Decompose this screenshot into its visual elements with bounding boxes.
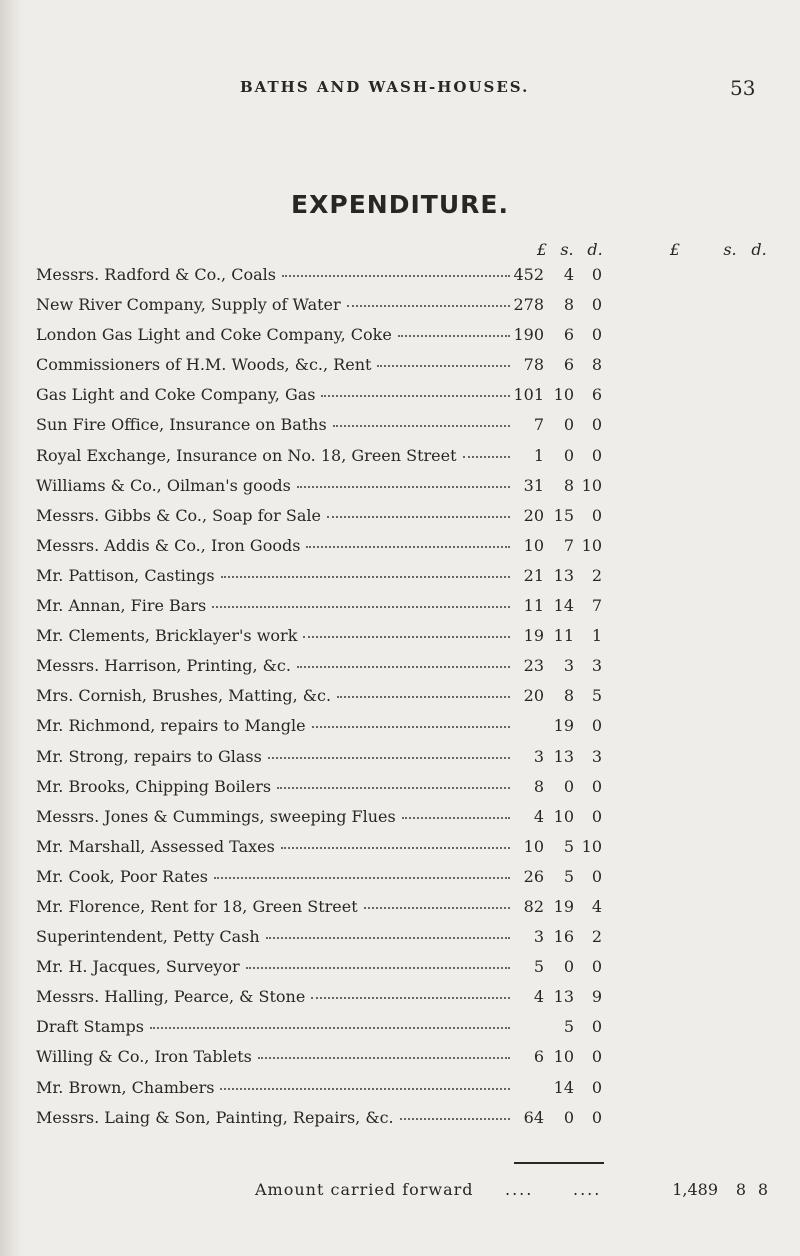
row-label bbox=[36, 1017, 514, 1036]
amount-shillings: 11 bbox=[553, 626, 574, 646]
row-description: Mr. Richmond, repairs to Mangle bbox=[36, 716, 306, 736]
amount-pence: 3 bbox=[591, 746, 602, 766]
row-label bbox=[36, 747, 514, 766]
amount-shillings: 13 bbox=[553, 565, 574, 585]
row-label bbox=[36, 596, 514, 615]
running-title: BATHS AND WASH-HOUSES. bbox=[240, 78, 530, 96]
amount-shillings: 14 bbox=[553, 1077, 574, 1097]
row-description: Superintendent, Petty Cash bbox=[36, 927, 260, 947]
row-label bbox=[36, 1047, 514, 1066]
row-label bbox=[36, 536, 514, 555]
row-description: Messrs. Radford & Co., Coals bbox=[36, 265, 276, 284]
amount-shillings: 7 bbox=[563, 535, 574, 555]
row-label bbox=[36, 476, 514, 495]
amount-pounds: 10 bbox=[523, 836, 544, 856]
row-description: Messrs. Halling, Pearce, & Stone bbox=[36, 987, 306, 1007]
amount-pence: 0 bbox=[591, 1107, 602, 1127]
amount-pence: 0 bbox=[591, 415, 602, 435]
table-row bbox=[0, 559, 800, 589]
row-label bbox=[36, 897, 514, 916]
row-label bbox=[36, 837, 514, 856]
table-row bbox=[0, 920, 800, 950]
leader-dots bbox=[297, 485, 510, 488]
amount-pounds: 3 bbox=[533, 927, 544, 947]
amount-pence: 9 bbox=[591, 987, 602, 1007]
amount-pence: 0 bbox=[591, 1017, 602, 1037]
row-description: Mr. Brown, Chambers bbox=[36, 1077, 215, 1097]
row-label bbox=[36, 415, 514, 434]
row-label bbox=[36, 807, 514, 826]
leader-dots bbox=[281, 846, 510, 849]
leader-dots bbox=[212, 605, 510, 608]
table-row bbox=[0, 649, 800, 679]
row-label bbox=[36, 626, 514, 645]
amount-pence: 10 bbox=[581, 836, 602, 856]
amount-pence: 0 bbox=[591, 325, 602, 345]
amount-pence: 0 bbox=[591, 776, 602, 796]
amount-pounds: 1 bbox=[533, 445, 544, 465]
leader-dots bbox=[258, 1056, 510, 1059]
amount-pence: 1 bbox=[591, 626, 602, 646]
leader-dots bbox=[400, 1117, 510, 1120]
row-description: Commissioners of H.M. Woods, &c., Rent bbox=[36, 355, 372, 375]
leader-dots bbox=[277, 786, 510, 789]
amount-pence: 0 bbox=[591, 1077, 602, 1097]
row-description: Willing & Co., Iron Tablets bbox=[36, 1047, 252, 1067]
leader-dots bbox=[337, 695, 510, 698]
table-row bbox=[0, 800, 800, 830]
total-pounds: 1,489 bbox=[672, 1180, 718, 1199]
total-shillings: 8 bbox=[735, 1180, 746, 1199]
table-row bbox=[0, 860, 800, 890]
row-description: Mr. Marshall, Assessed Taxes bbox=[36, 836, 275, 856]
amount-shillings: 5 bbox=[563, 836, 574, 856]
amount-pounds: 8 bbox=[533, 776, 544, 796]
leader-dots bbox=[297, 665, 510, 668]
column-header-total-pounds: £ bbox=[669, 240, 681, 259]
leader-dots bbox=[312, 725, 510, 728]
leader-dots bbox=[306, 545, 510, 548]
table-row bbox=[0, 950, 800, 980]
column-header-pence: d. bbox=[587, 240, 603, 259]
amount-pounds: 78 bbox=[523, 355, 544, 375]
amount-pence: 4 bbox=[591, 896, 602, 916]
amount-pounds: 10 bbox=[523, 535, 544, 555]
amount-pence: 0 bbox=[591, 295, 602, 315]
amount-pounds: 21 bbox=[523, 565, 544, 585]
row-description: Gas Light and Coke Company, Gas bbox=[36, 385, 316, 405]
row-description: Mr. Pattison, Castings bbox=[36, 565, 215, 585]
amount-shillings: 5 bbox=[563, 866, 574, 886]
table-row bbox=[0, 378, 800, 408]
amount-shillings: 10 bbox=[553, 385, 574, 405]
row-label bbox=[36, 385, 514, 404]
row-label bbox=[36, 265, 514, 284]
amount-shillings: 13 bbox=[553, 987, 574, 1007]
amount-pence: 10 bbox=[581, 535, 602, 555]
leader-dots bbox=[321, 394, 510, 397]
row-description: Mr. Cook, Poor Rates bbox=[36, 866, 208, 886]
amount-pounds: 19 bbox=[523, 626, 544, 646]
amount-pounds: 7 bbox=[533, 415, 544, 435]
row-label bbox=[36, 446, 514, 465]
amount-pounds: 4 bbox=[533, 806, 544, 826]
row-description: Royal Exchange, Insurance on No. 18, Green Street bbox=[36, 445, 457, 465]
leader-dots bbox=[221, 575, 510, 578]
amount-pence: 3 bbox=[591, 656, 602, 676]
row-label bbox=[36, 716, 514, 735]
row-label bbox=[36, 325, 514, 344]
table-row bbox=[0, 348, 800, 378]
table-row bbox=[0, 288, 800, 318]
row-description: Messrs. Gibbs & Co., Soap for Sale bbox=[36, 505, 321, 525]
amount-pence: 0 bbox=[591, 866, 602, 886]
table-row bbox=[0, 1101, 800, 1131]
table-row bbox=[0, 469, 800, 499]
amount-shillings: 0 bbox=[563, 1107, 574, 1127]
total-pence: 8 bbox=[757, 1180, 768, 1199]
amount-shillings: 8 bbox=[563, 686, 574, 706]
amount-pence: 7 bbox=[591, 596, 602, 616]
amount-pence: 0 bbox=[591, 806, 602, 826]
table-row bbox=[0, 529, 800, 559]
table-row bbox=[0, 258, 800, 288]
carried-forward-label: Amount carried forward bbox=[255, 1180, 474, 1199]
amount-pounds: 190 bbox=[513, 325, 544, 345]
table-row bbox=[0, 619, 800, 649]
row-label bbox=[36, 566, 514, 585]
row-label bbox=[36, 1078, 514, 1097]
leader-dots bbox=[463, 455, 510, 458]
amount-pence: 0 bbox=[591, 1047, 602, 1067]
table-row bbox=[0, 740, 800, 770]
amount-pence: 2 bbox=[591, 927, 602, 947]
amount-pounds: 5 bbox=[533, 957, 544, 977]
section-heading: EXPENDITURE. bbox=[291, 190, 509, 219]
table-row bbox=[0, 679, 800, 709]
table-row bbox=[0, 1010, 800, 1040]
amount-shillings: 0 bbox=[563, 445, 574, 465]
table-row bbox=[0, 408, 800, 438]
amount-shillings: 6 bbox=[563, 325, 574, 345]
leader-dots bbox=[246, 966, 510, 969]
amount-pence: 0 bbox=[591, 505, 602, 525]
leader-dots bbox=[327, 515, 510, 518]
row-label bbox=[36, 927, 514, 946]
total-rule bbox=[514, 1162, 604, 1164]
amount-pounds: 4 bbox=[533, 987, 544, 1007]
table-row bbox=[0, 890, 800, 920]
row-description: Mr. Strong, repairs to Glass bbox=[36, 746, 262, 766]
page-number: 53 bbox=[730, 76, 756, 100]
amount-shillings: 8 bbox=[563, 295, 574, 315]
amount-shillings: 16 bbox=[553, 927, 574, 947]
amount-pence: 0 bbox=[591, 957, 602, 977]
amount-shillings: 19 bbox=[553, 896, 574, 916]
amount-shillings: 14 bbox=[553, 596, 574, 616]
amount-pounds: 3 bbox=[533, 746, 544, 766]
row-description: Messrs. Addis & Co., Iron Goods bbox=[36, 535, 301, 555]
amount-shillings: 5 bbox=[563, 1017, 574, 1037]
table-row bbox=[0, 318, 800, 348]
column-header-shillings: s. bbox=[560, 240, 574, 259]
amount-pounds: 26 bbox=[523, 866, 544, 886]
amount-shillings: 3 bbox=[563, 656, 574, 676]
row-label bbox=[36, 1108, 514, 1127]
leader-dots bbox=[214, 876, 510, 879]
leader-dots bbox=[266, 936, 510, 939]
table-row bbox=[0, 589, 800, 619]
amount-shillings: 13 bbox=[553, 746, 574, 766]
amount-pounds: 6 bbox=[533, 1047, 544, 1067]
row-description: Sun Fire Office, Insurance on Baths bbox=[36, 415, 327, 435]
amount-pence: 2 bbox=[591, 565, 602, 585]
amount-pence: 0 bbox=[591, 716, 602, 736]
leader-dots bbox=[347, 304, 510, 307]
column-header-pounds: £ bbox=[536, 240, 548, 259]
table-row bbox=[0, 980, 800, 1010]
row-label bbox=[36, 656, 514, 675]
row-description: Mr. H. Jacques, Surveyor bbox=[36, 957, 240, 977]
table-row bbox=[0, 1040, 800, 1070]
column-header-total-shillings: s. bbox=[723, 240, 737, 259]
column-header-total-pence: d. bbox=[751, 240, 767, 259]
leader-dots bbox=[402, 816, 510, 819]
amount-shillings: 0 bbox=[563, 415, 574, 435]
amount-shillings: 4 bbox=[563, 265, 574, 284]
leader-dots bbox=[311, 996, 510, 999]
row-label bbox=[36, 295, 514, 314]
leader-dots bbox=[333, 424, 510, 427]
amount-shillings: 6 bbox=[563, 355, 574, 375]
table-row bbox=[0, 439, 800, 469]
row-label bbox=[36, 355, 514, 374]
amount-pounds: 452 bbox=[513, 265, 544, 284]
row-description: Mr. Brooks, Chipping Boilers bbox=[36, 776, 272, 796]
amount-pence: 6 bbox=[591, 385, 602, 405]
amount-pounds: 23 bbox=[523, 656, 544, 676]
row-description: Williams & Co., Oilman's goods bbox=[36, 475, 291, 495]
row-label bbox=[36, 777, 514, 796]
amount-pence: 5 bbox=[591, 686, 602, 706]
row-label bbox=[36, 987, 514, 1006]
row-description: Messrs. Jones & Cummings, sweeping Flues bbox=[36, 806, 396, 826]
leader-dots bbox=[220, 1087, 510, 1090]
amount-shillings: 0 bbox=[563, 776, 574, 796]
amount-shillings: 0 bbox=[563, 957, 574, 977]
amount-pence: 0 bbox=[591, 445, 602, 465]
amount-pounds: 20 bbox=[523, 505, 544, 525]
amount-pence: 0 bbox=[591, 265, 602, 284]
amount-shillings: 19 bbox=[553, 716, 574, 736]
amount-pence: 8 bbox=[591, 355, 602, 375]
row-description: Mr. Clements, Bricklayer's work bbox=[36, 626, 298, 646]
row-description: Mr. Florence, Rent for 18, Green Street bbox=[36, 896, 358, 916]
table-row bbox=[0, 830, 800, 860]
row-description: Draft Stamps bbox=[36, 1017, 145, 1037]
row-description: Messrs. Harrison, Printing, &c. bbox=[36, 656, 291, 676]
leader-dots bbox=[282, 274, 510, 277]
amount-pounds: 31 bbox=[523, 475, 544, 495]
row-label bbox=[36, 957, 514, 976]
leader-dots bbox=[268, 756, 510, 759]
row-description: Messrs. Laing & Son, Painting, Repairs, &c. bbox=[36, 1107, 394, 1127]
amount-pounds: 82 bbox=[523, 896, 544, 916]
leader-dots bbox=[377, 364, 510, 367]
expenditure-list bbox=[0, 258, 800, 1131]
table-row bbox=[0, 709, 800, 739]
leader-dots: .... bbox=[505, 1180, 534, 1199]
row-description: Mr. Annan, Fire Bars bbox=[36, 596, 207, 616]
amount-pounds: 20 bbox=[523, 686, 544, 706]
row-description: London Gas Light and Coke Company, Coke bbox=[36, 325, 392, 345]
amount-shillings: 15 bbox=[553, 505, 574, 525]
amount-pounds: 64 bbox=[523, 1107, 544, 1127]
leader-dots bbox=[398, 334, 510, 337]
row-description: Mrs. Cornish, Brushes, Matting, &c. bbox=[36, 686, 332, 706]
amount-pounds: 278 bbox=[513, 295, 544, 315]
amount-shillings: 10 bbox=[553, 806, 574, 826]
table-row bbox=[0, 499, 800, 529]
amount-shillings: 10 bbox=[553, 1047, 574, 1067]
running-header bbox=[0, 78, 800, 108]
row-label bbox=[36, 506, 514, 525]
table-row bbox=[0, 770, 800, 800]
leader-dots bbox=[303, 635, 510, 638]
table-row bbox=[0, 1071, 800, 1101]
leader-dots: .... bbox=[573, 1180, 602, 1199]
amount-pounds: 101 bbox=[513, 385, 544, 405]
amount-pence: 10 bbox=[581, 475, 602, 495]
leader-dots bbox=[364, 906, 510, 909]
row-label bbox=[36, 686, 514, 705]
amount-pounds: 11 bbox=[523, 596, 544, 616]
row-description: New River Company, Supply of Water bbox=[36, 295, 341, 315]
amount-shillings: 8 bbox=[563, 475, 574, 495]
leader-dots bbox=[150, 1026, 510, 1029]
row-label bbox=[36, 867, 514, 886]
